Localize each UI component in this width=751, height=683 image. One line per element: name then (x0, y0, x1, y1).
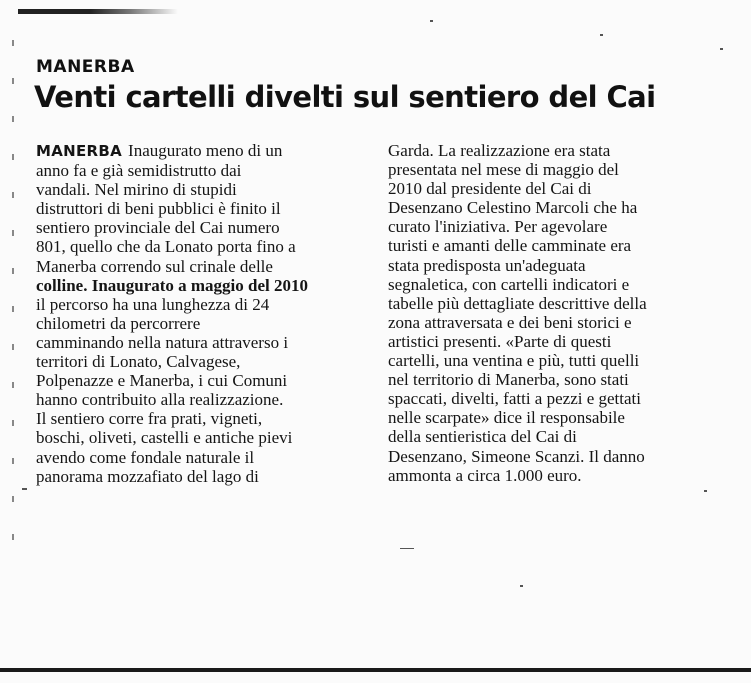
article-column-left (36, 141, 366, 486)
scan-speck (720, 48, 723, 50)
text-line: panorama mozzafiato del lago di (36, 466, 259, 486)
text-line: stata predisposta un'adeguata (388, 255, 586, 275)
top-rule (18, 9, 178, 14)
text-line: boschi, oliveti, castelli e antiche pievi (36, 428, 293, 448)
scan-speck (430, 20, 433, 22)
scan-speck (22, 488, 27, 490)
scan-margin-marks (12, 40, 14, 560)
text-line: artistici presenti. «Parte di questi (388, 331, 612, 351)
headline: Venti cartelli divelti sul sentiero del Cai (34, 80, 656, 114)
text-line: turisti e amanti delle camminate era (388, 236, 632, 256)
text-line: colline. Inaugurato a maggio del 2010 (36, 275, 309, 295)
text-line: avendo come fondale naturale il (36, 447, 255, 467)
text-line: MANERBA Inaugurato meno di un (36, 141, 283, 160)
text-line: curato l'iniziativa. Per agevolare (388, 217, 608, 237)
text-line: zona attraversata e dei beni storici e (388, 312, 632, 332)
bottom-rule (0, 668, 751, 672)
text-line: Desenzano Celestino Marcoli che ha (388, 198, 638, 218)
text-line: nel territorio di Manerba, sono stati (388, 370, 629, 390)
text-line: sentiero provinciale del Cai numero (36, 218, 280, 238)
text-line: tabelle più dettagliate descrittive della (388, 293, 647, 313)
section-kicker: MANERBA (36, 57, 135, 77)
text-line: Polpenazze e Manerba, i cui Comuni (36, 371, 288, 391)
scan-speck (600, 34, 603, 36)
text-line: segnaletica, con cartelli indicatori e (388, 274, 630, 294)
text-line: 801, quello che da Lonato porta fino a (36, 237, 296, 257)
text-line: presentata nel mese di maggio del (388, 160, 619, 180)
text-line: Desenzano, Simeone Scanzi. Il danno (388, 446, 645, 466)
text-line: il percorso ha una lunghezza di 24 (36, 294, 270, 314)
scan-speck (520, 585, 523, 587)
text-line: spaccati, divelti, fatti a pezzi e gettati (388, 389, 641, 409)
scan-speck (400, 548, 414, 549)
article-column-right (388, 141, 723, 485)
text-line: hanno contribuito alla realizzazione. (36, 390, 284, 410)
text-line: anno fa e già semidistrutto dai (36, 161, 242, 181)
text-line: camminando nella natura attraverso i (36, 332, 289, 352)
text-line: cartelli, una ventina e più, tutti quelli (388, 351, 640, 371)
text-line: Il sentiero corre fra prati, vigneti, (36, 409, 263, 429)
text-line: Manerba correndo sul crinale delle (36, 256, 273, 276)
text-line: nelle scarpate» dice il responsabile (388, 408, 625, 428)
text-line: 2010 dal presidente del Cai di (388, 179, 592, 199)
scan-speck (704, 490, 707, 492)
text-line: Garda. La realizzazione era stata (388, 141, 611, 160)
dateline: MANERBA (36, 142, 123, 160)
text-line: della sentieristica del Cai di (388, 427, 577, 447)
text-line: ammonta a circa 1.000 euro. (388, 465, 582, 485)
text-line: chilometri da percorrere (36, 313, 201, 333)
text-line: vandali. Nel mirino di stupidi (36, 180, 237, 200)
text-line: territori di Lonato, Calvagese, (36, 352, 241, 372)
text-line: distruttori di beni pubblici è finito il (36, 199, 281, 219)
